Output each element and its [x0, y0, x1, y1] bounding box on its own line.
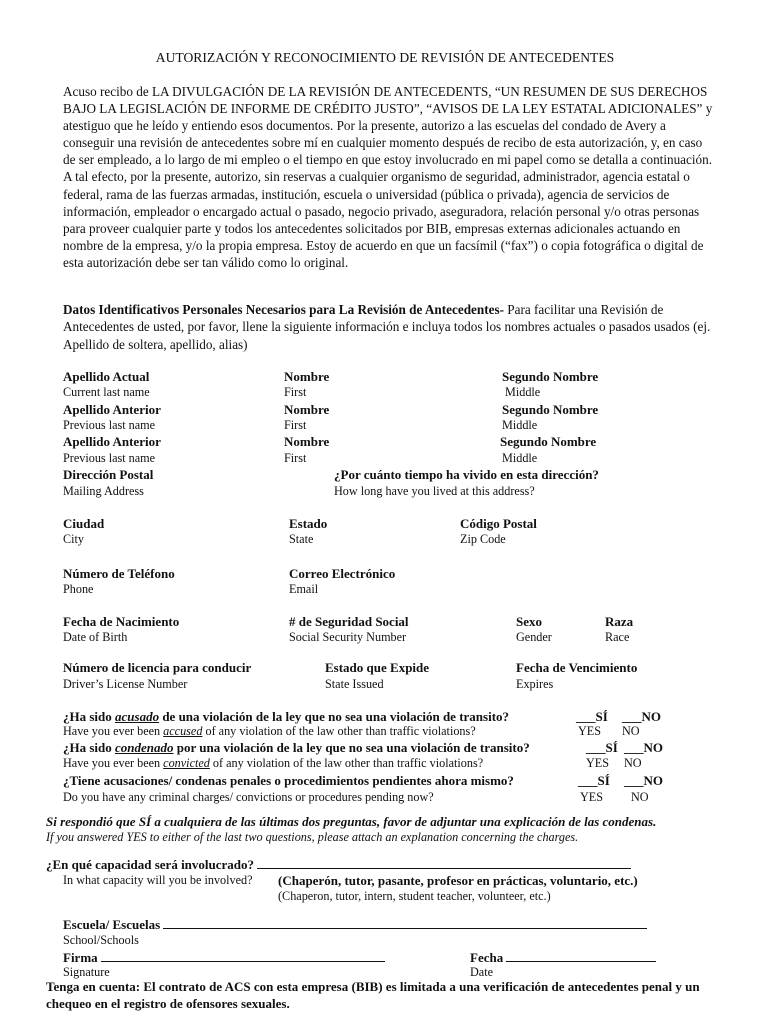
- dob-label: Fecha de Nacimiento: [63, 614, 180, 629]
- state-issued-sub: State Issued: [325, 677, 384, 691]
- middle-name-label-2: Segundo Nombre: [502, 402, 599, 417]
- email-label: Correo Electrónico: [289, 566, 396, 581]
- question-convicted-no[interactable]: ___NO: [624, 740, 663, 755]
- email-sub: Email: [289, 582, 319, 596]
- question-pending-en: Do you have any criminal charges/ convictions or procedures pending now?: [63, 790, 434, 804]
- question-convicted-no-en: NO: [624, 756, 642, 770]
- date-label: Fecha: [470, 950, 504, 965]
- first-name-label-2: Nombre: [284, 402, 330, 417]
- phone-sub: Phone: [63, 582, 94, 596]
- first-name-sub-3: First: [284, 451, 307, 465]
- school-field: [63, 916, 647, 933]
- sex-label: Sexo: [516, 614, 542, 629]
- school-label: Escuela/ Escuelas: [63, 917, 161, 932]
- middle-name-sub-3: Middle: [502, 451, 538, 465]
- address-label: Dirección Postal: [63, 467, 154, 482]
- ssn-sub: Social Security Number: [289, 630, 407, 644]
- capacity-options: (Chaperón, tutor, pasante, profesor en prácticas, voluntario, etc.): [278, 873, 638, 888]
- sex-sub: Gender: [516, 630, 552, 644]
- signature-field: [63, 949, 385, 966]
- capacity-input-line[interactable]: [257, 856, 631, 869]
- capacity-options-en: (Chaperon, tutor, intern, student teacher, volunteer, etc.): [278, 889, 551, 903]
- state-label: Estado: [289, 516, 328, 531]
- state-sub: State: [289, 532, 314, 546]
- middle-name-sub-2: Middle: [502, 418, 538, 432]
- question-accused: ¿Ha sido acusado de una violación de la ley que no sea una violación de transito?: [63, 709, 510, 724]
- capacity-label: ¿En qué capacidad será involucrado?: [46, 857, 255, 872]
- question-convicted: ¿Ha sido condenado por una violación de la ley que no sea una violación de transito?: [63, 740, 530, 755]
- signature-sub: Signature: [63, 965, 110, 979]
- dob-sub: Date of Birth: [63, 630, 128, 644]
- prev-last-sub-1: Previous last name: [63, 418, 156, 432]
- zip-sub: Zip Code: [460, 532, 506, 546]
- expires-label: Fecha de Vencimiento: [516, 660, 638, 675]
- race-label: Raza: [605, 614, 634, 629]
- intro-paragraph: Acuso recibo de LA DIVULGACIÓN DE LA REVISIÓN DE ANTECEDENTS, “UN RESUMEN DE SUS DERECHOS BAJO LA LEGISLACIÓN DE INFORME DE CRÉDITO JUSTO”, “AVISOS DE LA LEY ESTATAL ADICIONALES” y atestiguo que he leído y entiendo esos documentos. Por la presente, autorizo a las escuelas del condado de Avery a conseguir una revisión de antecedentes sobre mí en cualquier momento después de recibo de esta autorización, y, en caso de ser empleado, a lo largo de mi empleo o el tiempo en que estoy involucrado en mi papel como se detalla a continuación. A tal efecto, por la presente, autorizo, sin reservas a cualquier organismo de seguridad, administrador, agencia estatal o federal, rama de las fuerzas armadas, institución, escuela o universidad (pública o privada), agencia de servicios de información, empleador o encargado actual o pasado, negocio privado, aseguradora, relación personal y/o otras personas para proveer cualquier parte y todos los antecedentes solicitados por BIB, empresas externas adicionales actuando en nombre de la empresa, y/o la propia empresa. Estoy de acuerdo en que un facsímil (“fax”) o copia fotográfica o digital de esta autorización debe ser tan válido como lo original.: [63, 84, 713, 270]
- capacity-field: [46, 856, 631, 873]
- license-sub: Driver’s License Number: [63, 677, 188, 691]
- howlong-label: ¿Por cuánto tiempo ha vivido en esta dirección?: [334, 467, 599, 482]
- phone-label: Número de Teléfono: [63, 566, 175, 581]
- question-convicted-yes-en: YES: [586, 756, 610, 770]
- signature-label: Firma: [63, 950, 98, 965]
- school-input-line[interactable]: [163, 916, 647, 929]
- prev-last-label-1: Apellido Anterior: [63, 402, 161, 417]
- state-issued-label: Estado que Expide: [325, 660, 430, 675]
- middle-name-label-1: Segundo Nombre: [502, 369, 599, 384]
- footer-note: Tenga en cuenta: El contrato de ACS con esta empresa (BIB) es limitada a una verificación de antecedentes penal y un chequeo en el registro de ofensores sexuales.: [46, 979, 700, 1011]
- question-pending-yes-en: YES: [580, 790, 604, 804]
- city-label: Ciudad: [63, 516, 105, 531]
- zip-label: Código Postal: [460, 516, 537, 531]
- ident-paragraph: [63, 301, 713, 353]
- ident-heading: Datos Identificativos Personales Necesarios para La Revisión de Antecedentes-: [63, 302, 504, 317]
- capacity-sub: In what capacity will you be involved?: [63, 873, 253, 887]
- ident-text: Para facilitar una Revisión de Antecedentes de usted, por favor, llene la siguiente información e incluya todos los nombres actuales o pasados usados (ej. Apellido de soltera, apellido, alias): [63, 302, 711, 352]
- middle-name-label-3: Segundo Nombre: [500, 434, 597, 449]
- date-sub: Date: [470, 965, 494, 979]
- question-pending-si[interactable]: ___SÍ: [578, 773, 610, 788]
- ssn-label: # de Seguridad Social: [289, 614, 409, 629]
- question-accused-yes-en: YES: [578, 724, 602, 738]
- first-name-sub-2: First: [284, 418, 307, 432]
- first-name-sub-1: First: [284, 385, 307, 399]
- question-convicted-en: Have you ever been convicted of any violation of the law other than traffic violations?: [63, 756, 484, 770]
- first-name-label-1: Nombre: [284, 369, 330, 384]
- address-sub: Mailing Address: [63, 484, 144, 498]
- question-pending: ¿Tiene acusaciones/ condenas penales o procedimientos pendientes ahora mismo?: [63, 773, 514, 788]
- license-label: Número de licencia para conducir: [63, 660, 252, 675]
- last-name-label: Apellido Actual: [63, 369, 150, 384]
- first-name-label-3: Nombre: [284, 434, 330, 449]
- question-accused-en: Have you ever been accused of any violation of the law other than traffic violations?: [63, 724, 476, 738]
- expires-sub: Expires: [516, 677, 554, 691]
- explain-en: If you answered YES to either of the last two questions, please attach an explanation concerning the charges.: [46, 830, 579, 844]
- race-sub: Race: [605, 630, 630, 644]
- howlong-sub: How long have you lived at this address?: [334, 484, 535, 498]
- explain-es: Si respondió que SÍ a cualquiera de las últimas dos preguntas, favor de adjuntar una explicación de las condenas.: [46, 814, 657, 829]
- question-accused-no[interactable]: ___NO: [622, 709, 661, 724]
- page-title: AUTORIZACIÓN Y RECONOCIMIENTO DE REVISIÓN DE ANTECEDENTES: [155, 50, 615, 65]
- date-input-line[interactable]: [506, 949, 656, 962]
- prev-last-label-2: Apellido Anterior: [63, 434, 161, 449]
- question-accused-no-en: NO: [622, 724, 640, 738]
- question-convicted-si[interactable]: ___SÍ: [586, 740, 618, 755]
- question-pending-no-en: NO: [631, 790, 649, 804]
- question-accused-si[interactable]: ___SÍ: [576, 709, 608, 724]
- city-sub: City: [63, 532, 84, 546]
- prev-last-sub-2: Previous last name: [63, 451, 156, 465]
- middle-name-sub-1: Middle: [505, 385, 541, 399]
- last-name-sub: Current last name: [63, 385, 150, 399]
- school-sub: School/Schools: [63, 933, 139, 947]
- question-pending-no[interactable]: ___NO: [624, 773, 663, 788]
- date-field: [470, 949, 656, 966]
- signature-input-line[interactable]: [101, 949, 385, 962]
